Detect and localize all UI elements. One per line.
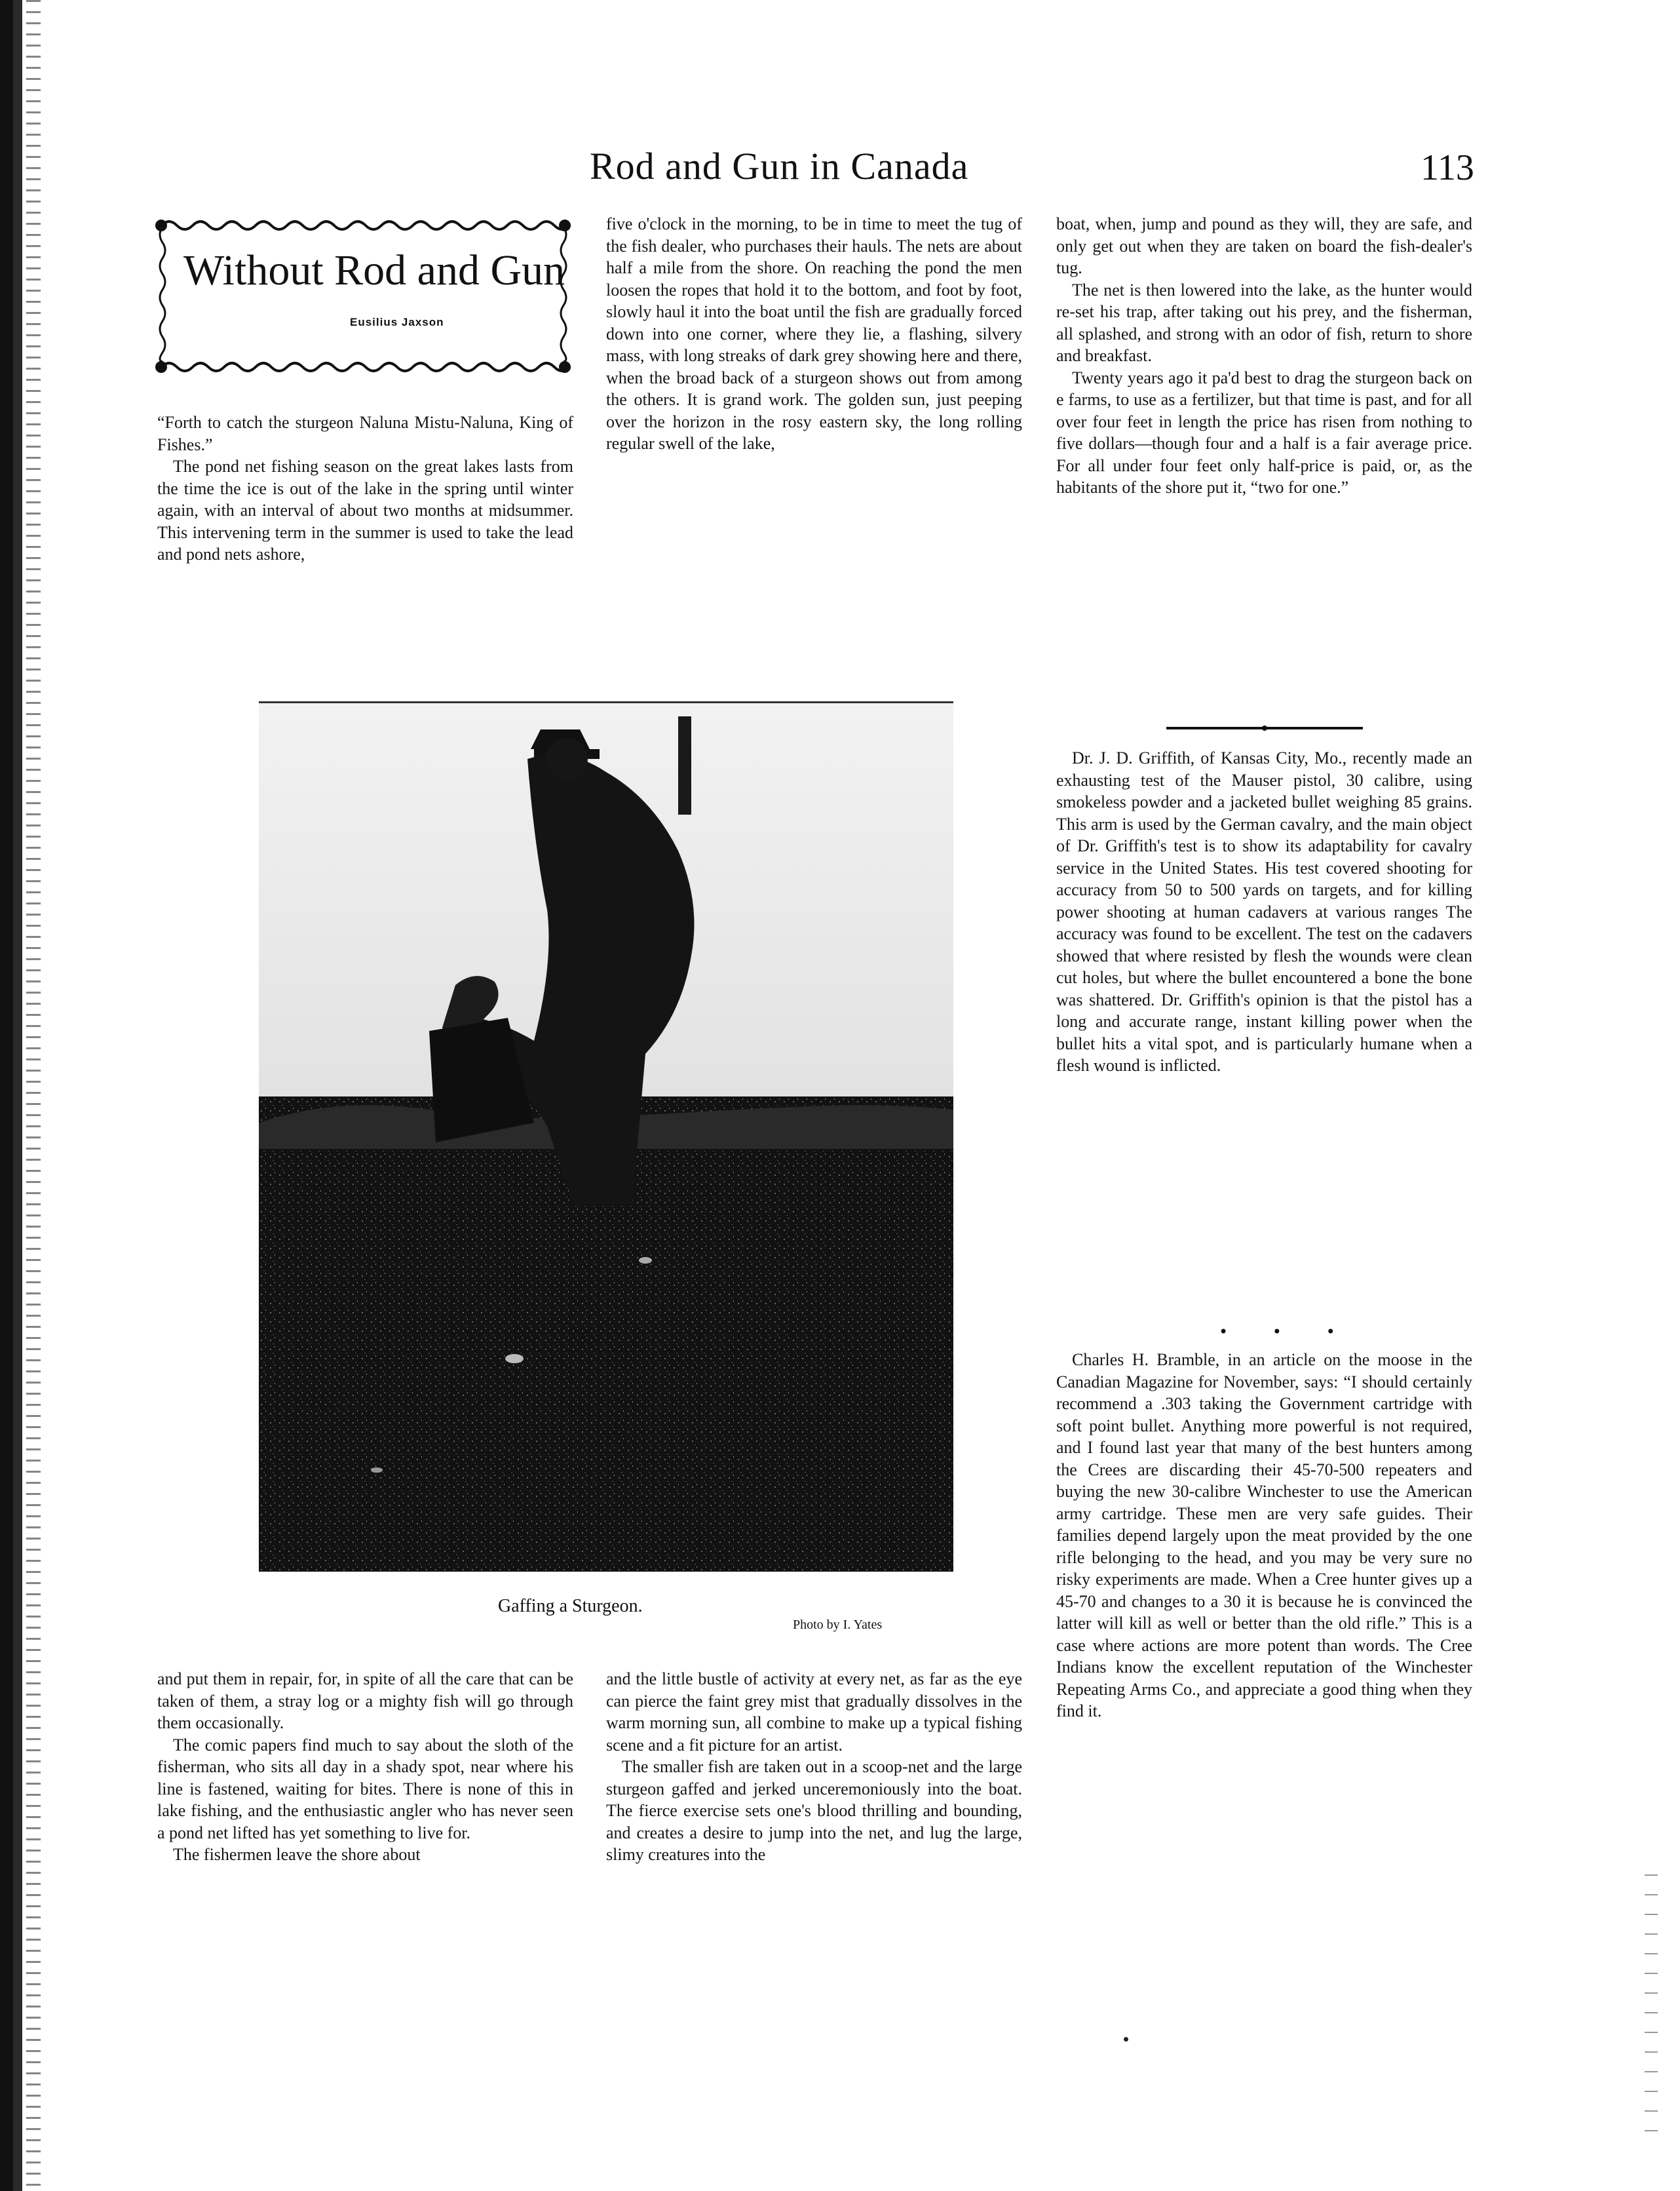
- running-header-title: Rod and Gun in Canada: [590, 145, 969, 187]
- article-title-box: [153, 211, 573, 378]
- section-separator-rule: [1166, 726, 1363, 731]
- column-3-bramble-note: [1056, 1349, 1472, 1722]
- column-2-bottom: [606, 1668, 1022, 1866]
- article-paragraph: The fishermen leave the shore about: [173, 1845, 421, 1864]
- article-paragraph: The pond net fishing season on the great lakes lasts from the time the ice is out of the lake in the spring until winter again, with an interval of about two months at midsummer. This intervening term in the summer is used to take the lead and pond nets ashore,: [157, 457, 573, 564]
- column-2-top: [606, 213, 1022, 455]
- article-paragraph: boat, when, jump and pound as they will, they are safe, and only get out when they are taken on board the fish-dealer's tug.: [1056, 214, 1472, 277]
- article-paragraph: The comic papers find much to say about the sloth of the fisherman, who sits all day in a shady spot, near where his line is fastened, waiting for bites. There is none of this in lake fishing, and the enthusiastic angler who has never seen a pond net lifted has yet something to live for.: [157, 1735, 573, 1842]
- photo-caption: Gaffing a Sturgeon.: [498, 1596, 643, 1616]
- stray-print-mark: [1124, 2037, 1128, 2042]
- column-1-top: [157, 412, 573, 566]
- article-paragraph: and put them in repair, for, in spite of all the care that can be taken of them, a stray log or a mighty fish will go through them occasionally.: [157, 1669, 573, 1732]
- article-author: Eusilius Jaxson: [350, 316, 444, 328]
- article-paragraph: and the little bustle of activity at every net, as far as the eye can pierce the faint grey mist that gradually dissolves in the warm morning sun, all combine to make up a typical fishing scene and a fit picture for an artist.: [606, 1669, 1022, 1755]
- photo-gaffing-sturgeon: [259, 701, 953, 1572]
- article-title: Without Rod and Gun: [183, 246, 565, 294]
- page-number: 113: [1421, 147, 1474, 188]
- news-paragraph: Charles H. Bramble, in an article on the moose in the Canadian Magazine for November, says: “I should certainly recommend a .303 taking the Government cartridge with soft point bullet. Anything more powerful is not required, and I found last year that many of the best hunters among the Crees are discarding their 45-70-500 repeaters and buying the new 30-calibre Winchester to use the American army cartridge. These men are very safe guides. Their families depend largely upon the meat provided by the one rifle belonging to the head, and you may be very sure no risky experiments are made. When a Cree hunter gives up a 45-70 and changes to a 30 it is because he is convinced the latter will kill as well or better than the old rifle.” This is a case where actions are more potent than words. The Cree Indians know the excellent reputation of the Winchester Repeating Arms Co., and appreciate a good thing when they find it.: [1056, 1350, 1472, 1720]
- column-1-bottom: [157, 1668, 573, 1866]
- article-paragraph: The net is then lowered into the lake, as the hunter would re-set his trap, after taking out his prey, and the fisherman, all splashed, and strong with an odor of fish, return to shore and breakfast.: [1056, 280, 1472, 365]
- column-3-griffith-note: [1056, 747, 1472, 1077]
- section-separator-dots: • • •: [1219, 1323, 1355, 1341]
- article-paragraph: Twenty years ago it pa'd best to drag the sturgeon back on e farms, to use as a fertilizer, but that time is past, and for all over four feet in length the price has risen from nothing to five dollars—though four and a half is a fair average price. For all under four feet only half-price is paid, or, as the habitants of the shore put it, “two for one.”: [1056, 368, 1472, 497]
- column-3-top: [1056, 213, 1472, 499]
- article-paragraph: five o'clock in the morning, to be in time to meet the tug of the fish dealer, who purchases their hauls. The nets are about half a mile from the shore. On reaching the pond the men loosen the ropes that hold it to the bottom, and foot by foot, slowly haul it into the boat until the fish are gradually forced down into one corner, where they lie, a flashing, silvery mass, with long streaks of dark grey showing here and there, when the broad back of a sturgeon shows out from among the others. It is grand work. The golden sun, just peeping over the horizon in the rosy eastern sky, the long rolling regular swell of the lake,: [606, 214, 1022, 453]
- photo-credit: Photo by I. Yates: [793, 1618, 883, 1632]
- article-epigraph: “Forth to catch the sturgeon Naluna Mistu-Naluna, King of Fishes.”: [157, 413, 573, 454]
- news-paragraph: Dr. J. D. Griffith, of Kansas City, Mo., recently made an exhausting test of the Mauser pistol, 30 calibre, using smokeless powder and a jacketed bullet weighing 85 grains. This arm is used by the German cavalry, and the main object of Dr. Griffith's test is to show its adaptability for cavalry service in the United States. His test covered shooting for accuracy from 50 to 500 yards on targets, and for killing power shooting at human cadavers at various ranges The accuracy was found to be excellent. The test on the cadavers showed that where resisted by flesh the wounds were clean cut holes, but where the bullet encountered a bone the bone was shattered. Dr. Griffith's opinion is that the pistol has a long and accurate range, instant killing power when the bullet hits a vital spot, and is particularly humane when a flesh wound is inflicted.: [1056, 748, 1472, 1075]
- binding-stitch-marks: [26, 0, 41, 2191]
- scan-edge-specks: [1645, 1874, 1658, 2150]
- article-paragraph: The smaller fish are taken out in a scoop-net and the large sturgeon gaffed and jerked unceremoniously into the boat. The fierce exercise sets one's blood thrilling and bounding, and creates a desire to jump into the net, and lug the large, slimy creatures into the: [606, 1757, 1022, 1864]
